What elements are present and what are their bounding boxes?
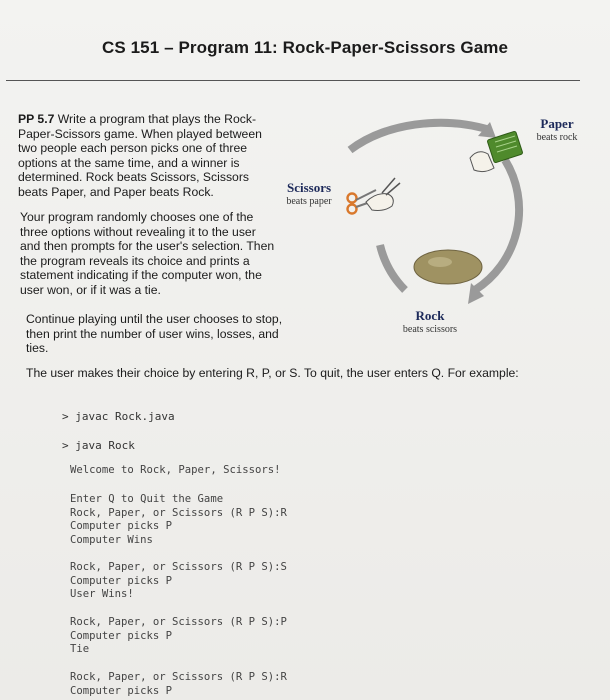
- console-line: Computer Wins: [70, 533, 153, 546]
- title-divider: [6, 80, 580, 81]
- console-round-4: [70, 671, 287, 698]
- console-line: Computer picks P: [70, 574, 173, 587]
- rock-note: beats scissors: [402, 324, 458, 335]
- run-command: java Rock: [75, 439, 135, 452]
- paper-note: beats rock: [536, 132, 578, 143]
- console-line: Rock, Paper, or Scissors (R P S):R: [70, 506, 287, 519]
- console-line: Enter Q to Quit the Game: [70, 493, 224, 505]
- console-line: Computer picks P: [70, 629, 173, 642]
- continue-paragraph: Continue playing until the user chooses to stop, then print the number of user wins, losses, and ties.: [26, 312, 283, 356]
- console-line: Rock, Paper, or Scissors (R P S):P: [70, 616, 287, 628]
- console-round-1: [70, 493, 287, 547]
- arrow-rock-to-scissors: [380, 245, 405, 290]
- scissors-icon: [348, 178, 401, 214]
- console-line-compile: > javac Rock.java: [62, 410, 175, 423]
- console-round-2: [70, 561, 287, 602]
- paper-icon: [470, 131, 523, 172]
- rock-icon: [414, 250, 482, 284]
- console-line: User Wins!: [70, 588, 134, 601]
- console-line: Computer picks P: [70, 684, 173, 697]
- console-line: Computer picks P: [70, 520, 173, 533]
- scissors-name: Scissors: [286, 180, 332, 195]
- scissors-note: beats paper: [286, 196, 332, 207]
- console-line: Rock, Paper, or Scissors (R P S):S: [70, 561, 287, 573]
- rock-label: [390, 308, 470, 335]
- page-title: CS 151 – Program 11: Rock-Paper-Scissors Game: [101, 38, 509, 57]
- intro-text: Write a program that plays the Rock-Paper-Scissors game. When played between two people each person picks one of three options at the same time, and a winner is determined. Rock beats Scissors, Scissors beats Paper, and Paper beats Rock.: [18, 112, 262, 199]
- paper-label: [520, 116, 594, 143]
- scissors-label: [278, 180, 340, 207]
- compile-command: javac Rock.java: [75, 410, 175, 423]
- console-line: Tie: [70, 643, 90, 656]
- rock-name: Rock: [415, 308, 445, 323]
- arrow-scissors-to-paper: [350, 123, 490, 150]
- welcome-line: Welcome to Rock, Paper, Scissors!: [70, 464, 281, 476]
- input-instructions: The user makes their choice by entering R, P, or S. To quit, the user enters Q. For example:: [26, 366, 519, 380]
- exercise-label: PP 5.7: [18, 112, 55, 126]
- paper-name: Paper: [540, 116, 574, 131]
- console-line-run: > java Rock: [62, 439, 135, 452]
- intro-paragraph: [18, 112, 280, 200]
- console-line: Rock, Paper, or Scissors (R P S):R: [70, 671, 287, 683]
- program-description: Your program randomly chooses one of the three options without revealing it to the user and then prompts for the user's selection. Then the program reveals its choice and prints a statement indicating if the computer won, the user won, or if it was a tie.: [20, 210, 275, 297]
- console-round-3: [70, 616, 287, 657]
